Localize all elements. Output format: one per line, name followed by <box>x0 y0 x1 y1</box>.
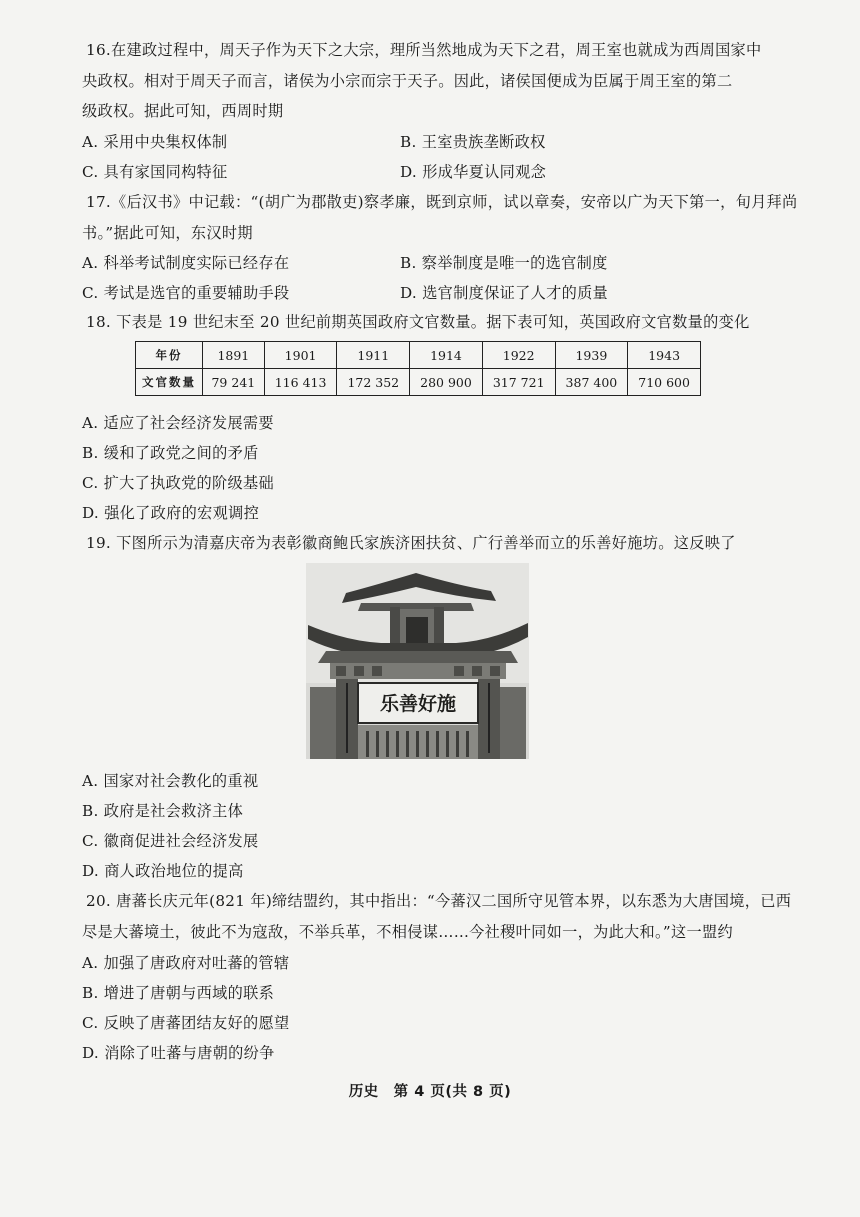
table-cell: 1891 <box>203 342 265 369</box>
q18-option-b: B. 缓和了政党之间的矛盾 <box>82 444 259 462</box>
q20-line-2: 尽是大蕃境土，彼此不为寇敌，不举兵革，不相侵谋……今社稷叶同如一，为此大和。”这一盟约 <box>82 923 733 941</box>
q18-line-1: 18. 下表是 19 世纪末至 20 世纪前期英国政府文官数量。据下表可知，英国政府文官数量的变化 <box>86 313 750 331</box>
q16-line-3: 级政权。据此可知，西周时期 <box>82 102 284 120</box>
plaque-text: 乐善好施 <box>379 693 457 715</box>
q20-option-c: C. 反映了唐蕃团结友好的愿望 <box>82 1014 290 1032</box>
q18-option-c: C. 扩大了执政党的阶级基础 <box>82 474 274 492</box>
q20-line-1: 20. 唐蕃长庆元年(821 年)缔结盟约，其中指出：“今蕃汉二国所守见管本界，以东悉为大唐国境，已西 <box>86 892 792 910</box>
table-header-year: 年份 <box>136 342 203 369</box>
table-row-years <box>136 342 701 369</box>
table-cell: 710 600 <box>628 369 701 396</box>
q18-option-a: A. 适应了社会经济发展需要 <box>82 414 274 432</box>
q19-line-1: 19. 下图所示为清嘉庆帝为表彰徽商鲍氏家族济困扶贫、广行善举而立的乐善好施坊。这反映了 <box>86 534 736 552</box>
q16-line-1: 16.在建政过程中，周天子作为天下之大宗，理所当然地成为天下之君，周王室也就成为西周国家中 <box>86 41 762 59</box>
table-cell: 1914 <box>410 342 483 369</box>
q20-option-a: A. 加强了唐政府对吐蕃的管辖 <box>82 954 290 972</box>
table-cell: 1943 <box>628 342 701 369</box>
q17-line-2: 书。”据此可知，东汉时期 <box>82 224 253 242</box>
q16-option-d: D. 形成华夏认同观念 <box>400 163 547 181</box>
q16-option-a: A. 采用中央集权体制 <box>82 133 228 151</box>
q16-line-2: 央政权。相对于周天子而言，诸侯为小宗而宗于天子。因此，诸侯国便成为臣属于周王室的第二 <box>82 72 733 90</box>
q16-option-b: B. 王室贵族垄断政权 <box>400 133 546 151</box>
q19-option-d: D. 商人政治地位的提高 <box>82 862 244 880</box>
table-cell: 387 400 <box>555 369 628 396</box>
table-cell: 1922 <box>482 342 555 369</box>
q17-option-a: A. 科举考试制度实际已经存在 <box>82 254 290 272</box>
table-cell: 172 352 <box>337 369 410 396</box>
q18-option-d: D. 强化了政府的宏观调控 <box>82 504 260 522</box>
q16-option-c: C. 具有家国同构特征 <box>82 163 228 181</box>
table-cell: 116 413 <box>264 369 337 396</box>
table-cell: 1901 <box>264 342 337 369</box>
q20-option-b: B. 增进了唐朝与西域的联系 <box>82 984 275 1002</box>
q17-line-1: 17.《后汉书》中记载：“(胡广为郡散吏)察孝廉，既到京师，试以章奏，安帝以广为天下第一，旬月拜尚 <box>86 193 798 211</box>
q17-option-d: D. 选官制度保证了人才的质量 <box>400 284 609 302</box>
table-header-count: 文官数量 <box>136 369 203 396</box>
q19-option-b: B. 政府是社会救济主体 <box>82 802 244 820</box>
table-cell: 1911 <box>337 342 410 369</box>
table-cell: 280 900 <box>410 369 483 396</box>
table-cell: 79 241 <box>203 369 265 396</box>
q20-option-d: D. 消除了吐蕃与唐朝的纷争 <box>82 1044 275 1062</box>
memorial-archway-photo <box>306 563 529 759</box>
table-cell: 1939 <box>555 342 628 369</box>
civil-servant-table <box>135 341 701 396</box>
page-footer: 历史 第 4 页(共 8 页) <box>348 1084 512 1100</box>
table-row-counts <box>136 369 701 396</box>
q17-option-b: B. 察举制度是唯一的选官制度 <box>400 254 608 272</box>
table-cell: 317 721 <box>482 369 555 396</box>
q17-option-c: C. 考试是选官的重要辅助手段 <box>82 284 290 302</box>
q19-option-c: C. 徽商促进社会经济发展 <box>82 832 259 850</box>
q19-option-a: A. 国家对社会教化的重视 <box>82 772 259 790</box>
